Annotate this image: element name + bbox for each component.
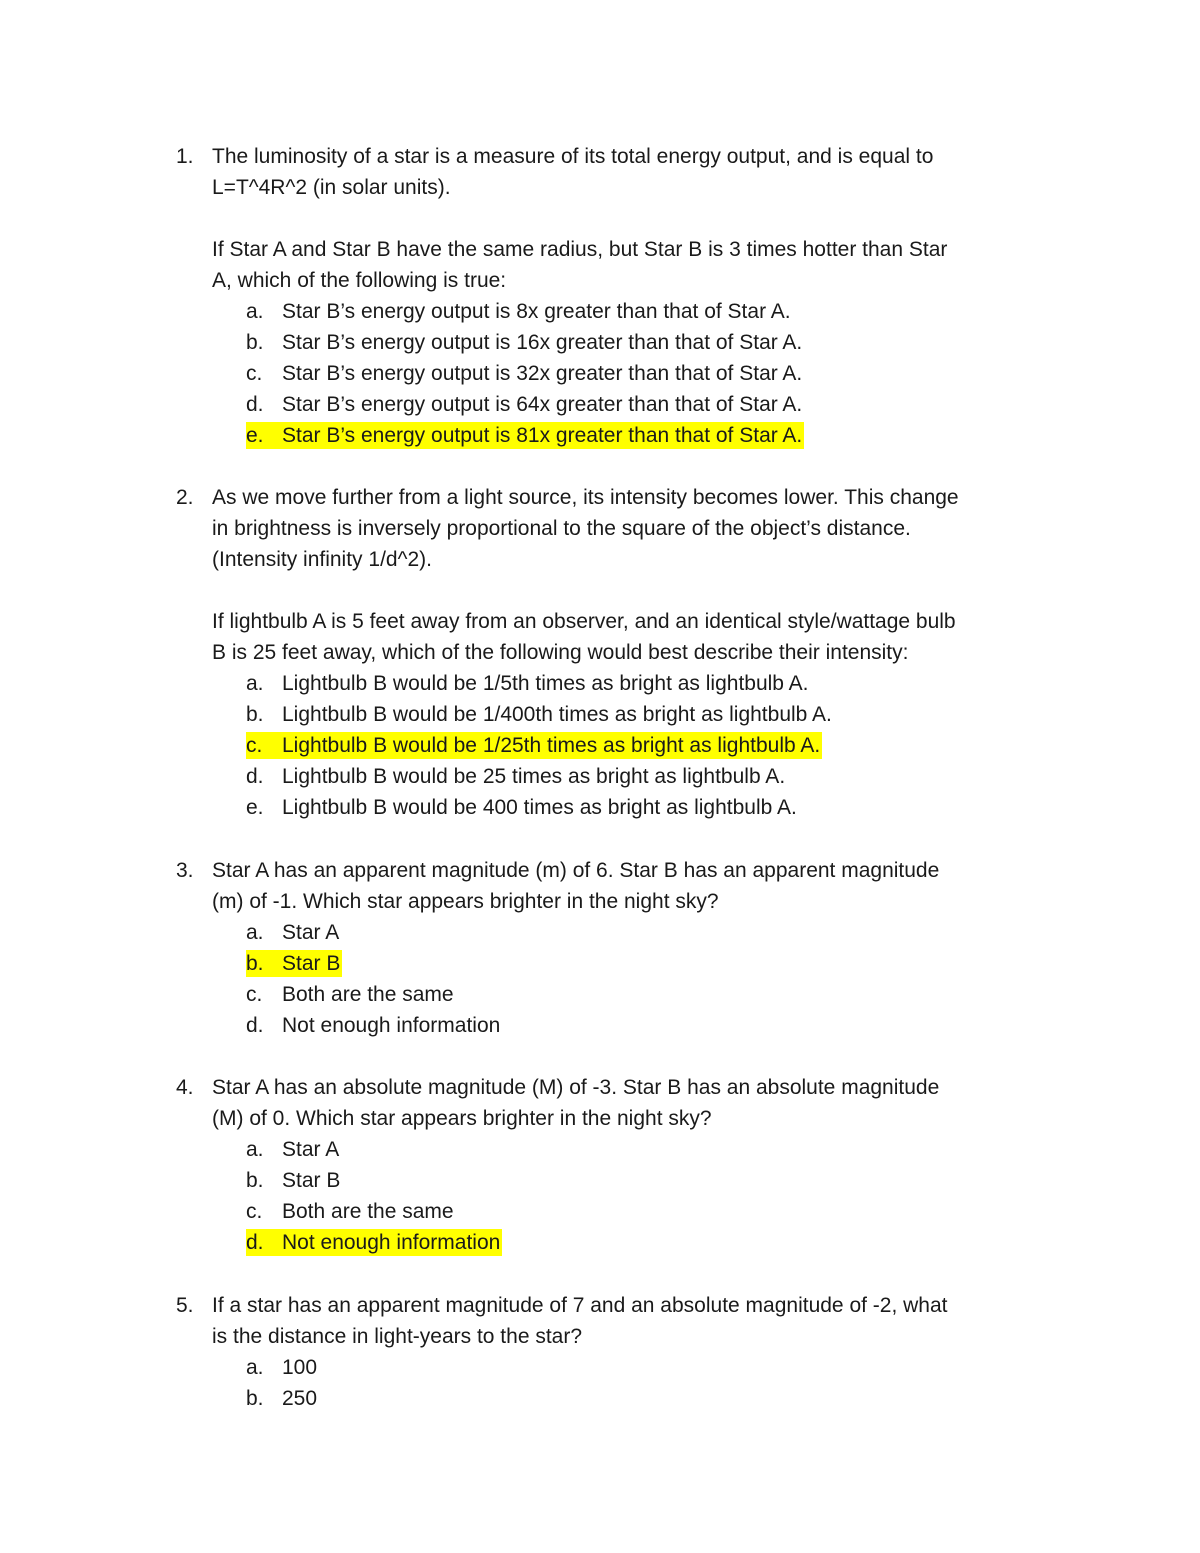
question-text-line: If a star has an apparent magnitude of 7 and an absolute magnitude of -2, what — [212, 1294, 948, 1317]
option-text: Lightbulb B would be 1/400th times as bright as lightbulb A. — [282, 703, 832, 726]
question-number: 1. — [176, 145, 194, 168]
answer-option-d — [246, 389, 1066, 420]
option-text: Star B — [282, 1169, 341, 1192]
option-letter: a. — [246, 921, 264, 944]
question-number: 5. — [176, 1294, 194, 1317]
highlighted-answer — [246, 732, 822, 759]
question-text-line: Star A has an absolute magnitude (M) of -3. Star B has an absolute magnitude — [212, 1076, 940, 1099]
answer-option-d — [246, 1010, 1066, 1041]
answer-option-a — [246, 1352, 1066, 1383]
answer-option-a — [246, 1134, 1066, 1165]
option-letter: d. — [246, 1231, 264, 1254]
answer-option-e — [246, 420, 1066, 451]
answer-option-c — [246, 358, 1066, 389]
option-text: Lightbulb B would be 1/5th times as bright as lightbulb A. — [282, 672, 809, 695]
answer-option-c — [246, 979, 1066, 1010]
option-text: Lightbulb B would be 1/25th times as bright as lightbulb A. — [282, 734, 821, 757]
question-5 — [176, 1290, 1066, 1414]
question-text-line: The luminosity of a star is a measure of its total energy output, and is equal to — [212, 145, 934, 168]
question-text-line: As we move further from a light source, its intensity becomes lower. This change — [212, 486, 959, 509]
option-text: Star A — [282, 921, 340, 944]
highlighted-answer — [246, 422, 804, 449]
question-prompt-line: If Star A and Star B have the same radius, but Star B is 3 times hotter than Star — [212, 238, 948, 261]
option-letter: a. — [246, 672, 264, 695]
question-3 — [176, 855, 1066, 1041]
option-letter: a. — [246, 300, 264, 323]
option-letter: a. — [246, 1356, 264, 1379]
question-text-line: is the distance in light-years to the star? — [212, 1325, 583, 1348]
highlighted-answer — [246, 1229, 502, 1256]
option-letter: e. — [246, 424, 264, 447]
option-text: Star B’s energy output is 81x greater than that of Star A. — [282, 424, 803, 447]
question-number: 3. — [176, 859, 194, 882]
question-1 — [176, 141, 1066, 451]
option-text: Lightbulb B would be 400 times as bright as lightbulb A. — [282, 796, 797, 819]
option-letter: b. — [246, 1387, 264, 1410]
option-text: Star B’s energy output is 16x greater than that of Star A. — [282, 331, 803, 354]
option-letter: b. — [246, 1169, 264, 1192]
answer-option-d — [246, 761, 1066, 792]
answer-option-d — [246, 1227, 1066, 1258]
option-letter: d. — [246, 765, 264, 788]
answer-option-e — [246, 792, 1066, 823]
question-text-line: Star A has an apparent magnitude (m) of 6. Star B has an apparent magnitude — [212, 859, 940, 882]
question-number: 2. — [176, 486, 194, 509]
option-letter: c. — [246, 983, 263, 1006]
option-text: Star B’s energy output is 64x greater than that of Star A. — [282, 393, 803, 416]
question-text-line: (M) of 0. Which star appears brighter in the night sky? — [212, 1107, 712, 1130]
question-text-line: L=T^4R^2 (in solar units). — [212, 176, 451, 199]
answer-option-a — [246, 296, 1066, 327]
question-prompt-line: A, which of the following is true: — [212, 269, 507, 292]
answer-option-b — [246, 948, 1066, 979]
answer-option-b — [246, 1383, 1066, 1414]
answer-option-a — [246, 917, 1066, 948]
highlighted-answer — [246, 950, 342, 977]
option-letter: c. — [246, 734, 263, 757]
answer-option-a — [246, 668, 1066, 699]
option-letter: b. — [246, 703, 264, 726]
option-text: Not enough information — [282, 1014, 501, 1037]
option-letter: e. — [246, 796, 264, 819]
answer-option-b — [246, 327, 1066, 358]
option-letter: b. — [246, 952, 264, 975]
option-text: Both are the same — [282, 983, 454, 1006]
question-text-line: in brightness is inversely proportional to the square of the object’s distance. — [212, 517, 911, 540]
answer-option-c — [246, 1196, 1066, 1227]
answer-option-b — [246, 1165, 1066, 1196]
option-text: Star B’s energy output is 32x greater than that of Star A. — [282, 362, 803, 385]
option-text: Star B’s energy output is 8x greater than that of Star A. — [282, 300, 791, 323]
option-letter: d. — [246, 393, 264, 416]
option-text: Star B — [282, 952, 341, 975]
option-letter: c. — [246, 362, 263, 385]
option-text: Lightbulb B would be 25 times as bright as lightbulb A. — [282, 765, 786, 788]
question-prompt-line: If lightbulb A is 5 feet away from an observer, and an identical style/wattage bulb — [212, 610, 956, 633]
question-4 — [176, 1072, 1066, 1258]
question-prompt-line: B is 25 feet away, which of the following would best describe their intensity: — [212, 641, 909, 664]
answer-option-c — [246, 730, 1066, 761]
option-text: Both are the same — [282, 1200, 454, 1223]
answer-option-b — [246, 699, 1066, 730]
option-letter: c. — [246, 1200, 263, 1223]
question-text-line: (m) of -1. Which star appears brighter in the night sky? — [212, 890, 719, 913]
question-number: 4. — [176, 1076, 194, 1099]
question-2 — [176, 482, 1066, 823]
option-letter: a. — [246, 1138, 264, 1161]
question-text-line: (Intensity infinity 1/d^2). — [212, 548, 432, 571]
option-text: Star A — [282, 1138, 340, 1161]
option-letter: d. — [246, 1014, 264, 1037]
option-text: Not enough information — [282, 1231, 501, 1254]
option-letter: b. — [246, 331, 264, 354]
option-text: 250 — [282, 1387, 318, 1410]
option-text: 100 — [282, 1356, 318, 1379]
